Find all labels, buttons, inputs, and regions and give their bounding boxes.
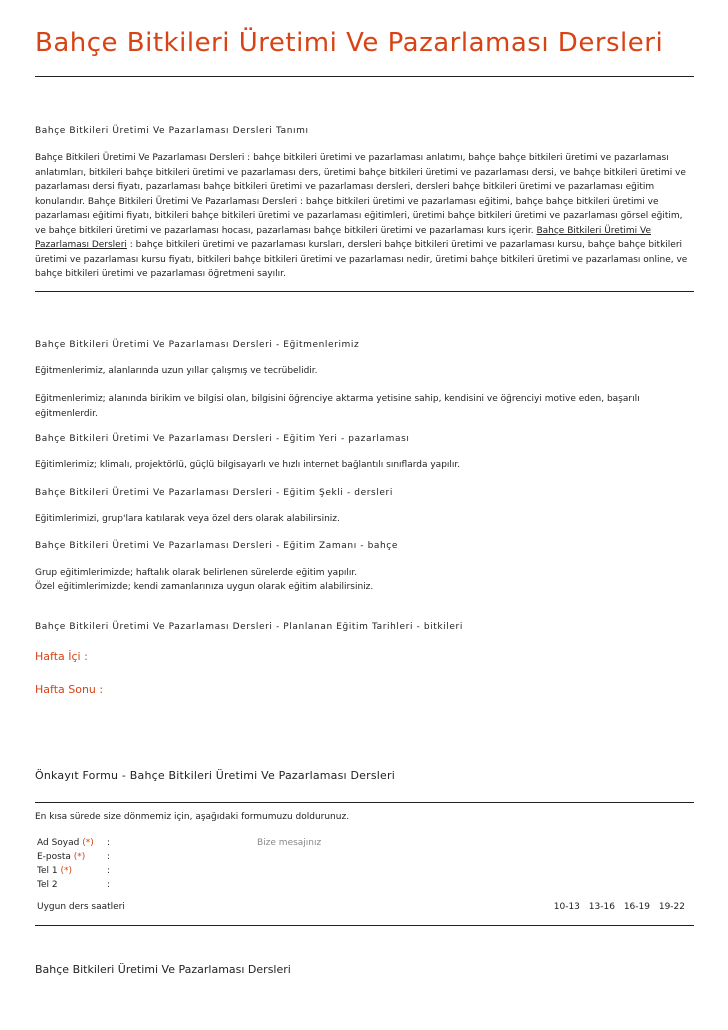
form-row-tel1[interactable]: [35, 866, 235, 880]
location-text: Eğitimlerimiz; klimalı, projektörlü, güçlü bilgisayarlı ve hızlı internet bağlantılı sınıflarda yapılır.: [35, 460, 461, 470]
name-colon: :: [107, 838, 111, 848]
tel2-colon: :: [107, 880, 111, 890]
name-label: Ad Soyad (*): [37, 838, 94, 848]
tel1-colon: :: [107, 866, 111, 876]
hour-option[interactable]: 10-13: [553, 902, 580, 912]
timing-line-1: Grup eğitimlerimizde; haftalık olarak belirlenen sürelerde eğitim yapılır.: [35, 568, 358, 578]
timing-line-2: Özel eğitimlerimizde; kendi zamanlarınıza uygun olarak eğitim alabilirsiniz.: [35, 582, 374, 592]
hour-option[interactable]: 13-16: [588, 902, 615, 912]
hours-label: Uygun ders saatleri: [37, 902, 125, 912]
title-divider: [35, 76, 694, 77]
definition-heading: Bahçe Bitkileri Üretimi Ve Pazarlaması Dersleri Tanımı: [35, 126, 309, 136]
format-heading: Bahçe Bitkileri Üretimi Ve Pazarlaması Dersleri - Eğitim Şekli - dersleri: [35, 488, 393, 498]
tel1-label: Tel 1 (*): [37, 866, 72, 876]
definition-paragraph: [35, 151, 694, 282]
hours-options: [554, 902, 685, 912]
location-heading: Bahçe Bitkileri Üretimi Ve Pazarlaması Dersleri - Eğitim Yeri - pazarlaması: [35, 434, 410, 444]
hour-option[interactable]: 19-22: [658, 902, 685, 912]
message-field[interactable]: Bize mesajınız: [257, 838, 322, 848]
page-title: Bahçe Bitkileri Üretimi Ve Pazarlaması Dersleri: [35, 28, 664, 58]
footer-title: Bahçe Bitkileri Üretimi Ve Pazarlaması Dersleri: [35, 963, 291, 976]
required-mark: (*): [60, 866, 72, 876]
tel2-label: Tel 2: [37, 880, 58, 890]
instructors-line-1: Eğitmenlerimiz, alanlarında uzun yıllar çalışmış ve tecrübelidir.: [35, 366, 318, 376]
definition-text: Bahçe Bitkileri Üretimi Ve Pazarlaması Dersleri : bahçe bitkileri üretimi ve pazarlaması anlatımı, bahçe bahçe bitkileri üretimi ve pazarlaması anlatımları, bitkileri bahçe bitkileri üretimi ve pazarlaması ders, üretimi bahçe bitkileri üretimi ve pazarlaması dersi, ve bahçe bitkileri üretimi ve pazarlaması dersi fiyatı, pazarlaması bahçe bitkileri üretimi ve pazarlaması dersleri, dersleri bahçe bitkileri üretimi ve pazarlaması eğitim konularıdır. Bahçe Bitkileri Üretimi Ve Pazarlaması Dersleri : bahçe bitkileri üretimi ve pazarlaması eğitimi, bahçe bahçe bitkileri üretimi ve pazarlaması eğitimi fiyatı, bitkileri bahçe bitkileri üretimi ve pazarlaması eğitimleri, üretimi bahçe bitkileri üretimi ve pazarlaması görsel eğitim, ve bahçe bitkileri üretimi ve pazarlaması hocası, pazarlaması bahçe bitkileri üretimi ve pazarlaması kurs içerir.: [35, 153, 686, 236]
definition-divider: [35, 291, 694, 292]
email-label: E-posta (*): [37, 852, 86, 862]
required-mark: (*): [82, 838, 94, 848]
weekend-label: Hafta Sonu :: [35, 683, 104, 696]
email-colon: :: [107, 852, 111, 862]
instructors-heading: Bahçe Bitkileri Üretimi Ve Pazarlaması Dersleri - Eğitmenlerimiz: [35, 340, 360, 350]
weekday-label: Hafta İçi :: [35, 650, 88, 663]
form-row-email[interactable]: [35, 852, 235, 866]
schedule-heading: Bahçe Bitkileri Üretimi Ve Pazarlaması Dersleri - Planlanan Eğitim Tarihleri - bitkileri: [35, 622, 463, 632]
required-mark: (*): [73, 852, 86, 862]
form-intro: En kısa sürede size dönmemiz için, aşağıdaki formumuzu doldurunuz.: [35, 812, 350, 822]
form-row-name[interactable]: [35, 838, 235, 852]
format-text: Eğitimlerimizi, grup'lara katılarak veya özel ders olarak alabilirsiniz.: [35, 514, 340, 524]
form-heading: Önkayıt Formu - Bahçe Bitkileri Üretimi Ve Pazarlaması Dersleri: [35, 769, 395, 782]
hour-option[interactable]: 16-19: [623, 902, 650, 912]
form-bottom-divider: [35, 925, 694, 926]
definition-link[interactable]: Bahçe Bitkileri Üretimi Ve Pazarlaması Dersleri: [35, 225, 651, 250]
timing-heading: Bahçe Bitkileri Üretimi Ve Pazarlaması Dersleri - Eğitim Zamanı - bahçe: [35, 541, 398, 551]
form-row-tel2[interactable]: [35, 880, 235, 894]
instructors-line-2: Eğitmenlerimiz; alanında birikim ve bilgisi olan, bilgisini öğrenciye aktarma yetisine sahip, kendisini ve öğrenciyi motive eden, başarılı eğitmenlerdir.: [35, 394, 640, 419]
form-divider: [35, 802, 694, 803]
definition-text-continued: : bahçe bitkileri üretimi ve pazarlaması kursları, dersleri bahçe bitkileri üretimi ve pazarlaması kursu, bahçe bahçe bitkileri üretimi ve pazarlaması kursu fiyatı, bitkileri bahçe bitkileri üretimi ve pazarlaması nedir, üretimi bahçe bitkileri üretimi ve pazarlaması online, ve bahçe bitkileri üretimi ve pazarlaması öğretmeni sayılır.: [35, 240, 688, 279]
